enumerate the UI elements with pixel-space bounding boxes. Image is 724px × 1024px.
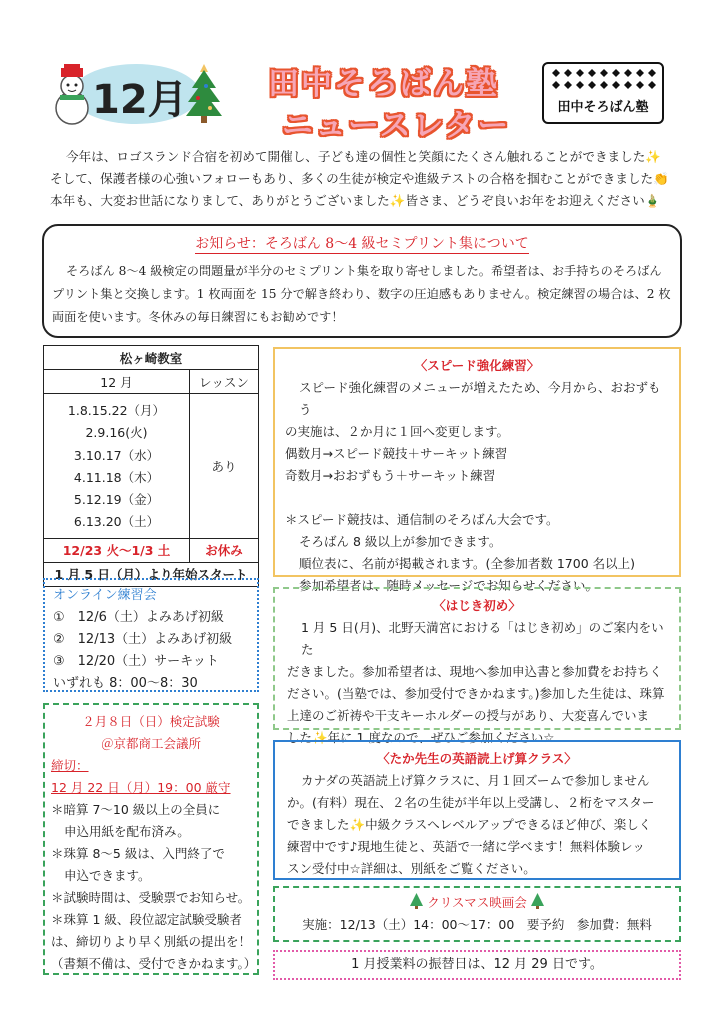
online-item: ② 12/13（土）よみあげ初級 (53, 632, 233, 647)
hajiki-zome-box (273, 587, 681, 745)
date-row: 5.12.19（金） (73, 492, 160, 508)
deadline-label: 締切： (51, 758, 89, 773)
english-text: スン受付中☆詳細は、別紙をご覧ください。 (287, 861, 536, 876)
speed-title: 〈スピード強化練習〉 (414, 358, 540, 373)
english-text: か。(有料）現在、２名の生徒が半年以上受講し、２桁をマスター (287, 795, 655, 810)
notice-title-text: お知らせ：そろばん 8～4 級セミプリント集について (195, 236, 529, 252)
tuition-note: 1 月授業料の振替日は、12 月 29 日です。 (273, 950, 681, 980)
hajiki-text: だきました。参加希望者は、現地へ参加申込書と参加費をお持ちく (287, 664, 663, 679)
lesson-value: あり (190, 394, 259, 539)
exam-note: 申込できます。 (64, 868, 151, 883)
school-logo (542, 62, 664, 124)
schedule-table (43, 345, 259, 587)
hajiki-title: 〈はじき初め〉 (433, 598, 521, 613)
intro-line: 本年も、大変お世話になりまして、ありがとうございました✨皆さま、どうぞ良いお年をお迎えください🎍 (50, 193, 661, 208)
speed-note: 参加希望者は、随時メッセージでお知らせください。 (299, 578, 598, 593)
speed-note: ＊スピード競技は、通信制のそろばん大会です。 (285, 512, 559, 527)
speed-text: スピード強化練習のメニューが増えたため、今月から、おおずもう (299, 380, 661, 417)
month-badge (52, 60, 222, 126)
speed-text: の実施は、２か月に１回へ変更します。 (285, 424, 510, 439)
exam-title: ２月８日（日）検定試験 (82, 714, 220, 729)
classroom-name: 松ヶ崎教室 (44, 346, 259, 370)
date-row: 1.8.15.22（月） (67, 403, 166, 418)
english-title: 〈たか先生の英語読上げ算クラス〉 (377, 751, 577, 766)
speed-note: そろばん 8 級以上が参加できます。 (299, 534, 502, 549)
exam-note: は、締切りより早く別紙の提出を！ (51, 934, 252, 949)
hajiki-text: 上達のご祈祷や干支キーホルダーの授与があり、大変喜んでいま (287, 708, 650, 723)
newsletter-title-line1: 田中そろばん塾 (268, 66, 499, 102)
christmas-movie-box (273, 886, 681, 942)
intro-line: 今年は、ロゴスランド合宿を初めて開催し、子ども達の個性と笑顔にたくさん触れることができました✨ (66, 149, 661, 164)
deadline-value: 12 月 22 日（月）19：00 厳守 (51, 780, 231, 795)
date-row: 3.10.17（水） (73, 447, 160, 463)
logo-text: 田中そろばん塾 (557, 100, 649, 115)
column-month: 12 月 (44, 370, 190, 394)
intro-line: そして、保護者様の心強いフォローもあり、多くの生徒が検定や進級テストの合格を掴むことができました👏 (50, 171, 669, 186)
exam-note: ＊試験時間は、受験票でお知らせ。 (51, 890, 251, 905)
column-lesson: レッスン (190, 370, 259, 394)
intro-message (50, 146, 690, 212)
hajiki-text: した✨年に 1 度なので、ぜひご参加ください☆ (287, 730, 555, 745)
exam-box (43, 703, 259, 975)
speed-even: 偶数月→スピード競技＋サーキット練習 (285, 446, 508, 461)
english-class-box (273, 740, 681, 880)
online-item: ① 12/6（土）よみあげ初級 (53, 610, 224, 625)
english-text: カナダの英語読上げ算クラスに、月１回ズームで参加しません (301, 773, 650, 788)
online-practice-box (43, 578, 259, 692)
date-row: 2.9.16(火) (85, 425, 148, 441)
exam-venue: ＠京都商工会議所 (100, 736, 201, 751)
month-label: 12月 (92, 77, 188, 123)
exam-note: ＊珠算 1 級、段位認定試験受験者 (51, 912, 242, 927)
english-text: できました✨中級クラスへレベルアップできるほど伸び、楽しく (287, 817, 652, 832)
date-row: 6.13.20（土） (73, 514, 160, 530)
online-time: いずれも 8：00～8：30 (53, 676, 198, 691)
notice-box (42, 224, 682, 338)
christmas-tree-icon (531, 893, 544, 909)
xmas-title-row (285, 892, 669, 914)
speed-note: 順位表に、名前が掲載されます。(全参加者数 1700 名以上) (299, 556, 636, 571)
hajiki-text: ださい。(当塾では、参加受付できかねます。)参加した生徒は、珠算 (287, 686, 665, 701)
holiday-range: 12/23 火～1/3 土 (44, 538, 190, 562)
snowman-icon (52, 64, 92, 126)
abacus-beads-icon (548, 68, 660, 90)
newsletter-title-line2: ニュースレター (282, 108, 511, 144)
online-title: オンライン練習会 (53, 588, 157, 603)
speed-odd: 奇数月→おおずもう＋サーキット練習 (285, 468, 496, 483)
restart-note: 1 月 5 日（月）より年始スタート (44, 562, 259, 586)
exam-note: 申込用紙を配布済み。 (64, 824, 190, 839)
speed-training-box (273, 347, 681, 593)
notice-title (44, 233, 680, 253)
xmas-title: クリスマス映画会 (427, 895, 527, 910)
holiday-label: お休み (190, 538, 259, 562)
online-item: ③ 12/20（土）サーキット (53, 654, 219, 669)
hajiki-text: 1 月 5 日(月)、北野天満宮における「はじき初め」のご案内をいた (301, 620, 664, 657)
exam-note: （書類不備は、受付できかねます。） (51, 956, 257, 971)
lesson-dates (44, 394, 190, 539)
notice-body: そろばん 8～4 級検定の問題量が半分のセミプリント集を取り寄せしました。希望者は、お手持ちのそろばんプリント集と交換します。1 枚両面を 15 分で解き終わり、数字の圧迫感もありません。検定練習の場合は、2 枚両面を使います。冬休みの毎日練習にもお勧めです！ (52, 264, 671, 324)
english-text: 練習中です♪現地生徒と、英語で一緒に学べます！無料体験レッ (287, 839, 645, 854)
exam-note: ＊珠算 8～5 級は、入門終了で (51, 846, 225, 861)
christmas-tree-icon (410, 893, 423, 909)
christmas-tree-icon (184, 60, 224, 124)
exam-note: ＊暗算 7～10 級以上の全員に (51, 802, 221, 817)
xmas-detail: 実施：12/13（土）14：00～17：00 要予約 参加費：無料 (302, 917, 652, 932)
date-row: 4.11.18（木） (73, 469, 160, 485)
